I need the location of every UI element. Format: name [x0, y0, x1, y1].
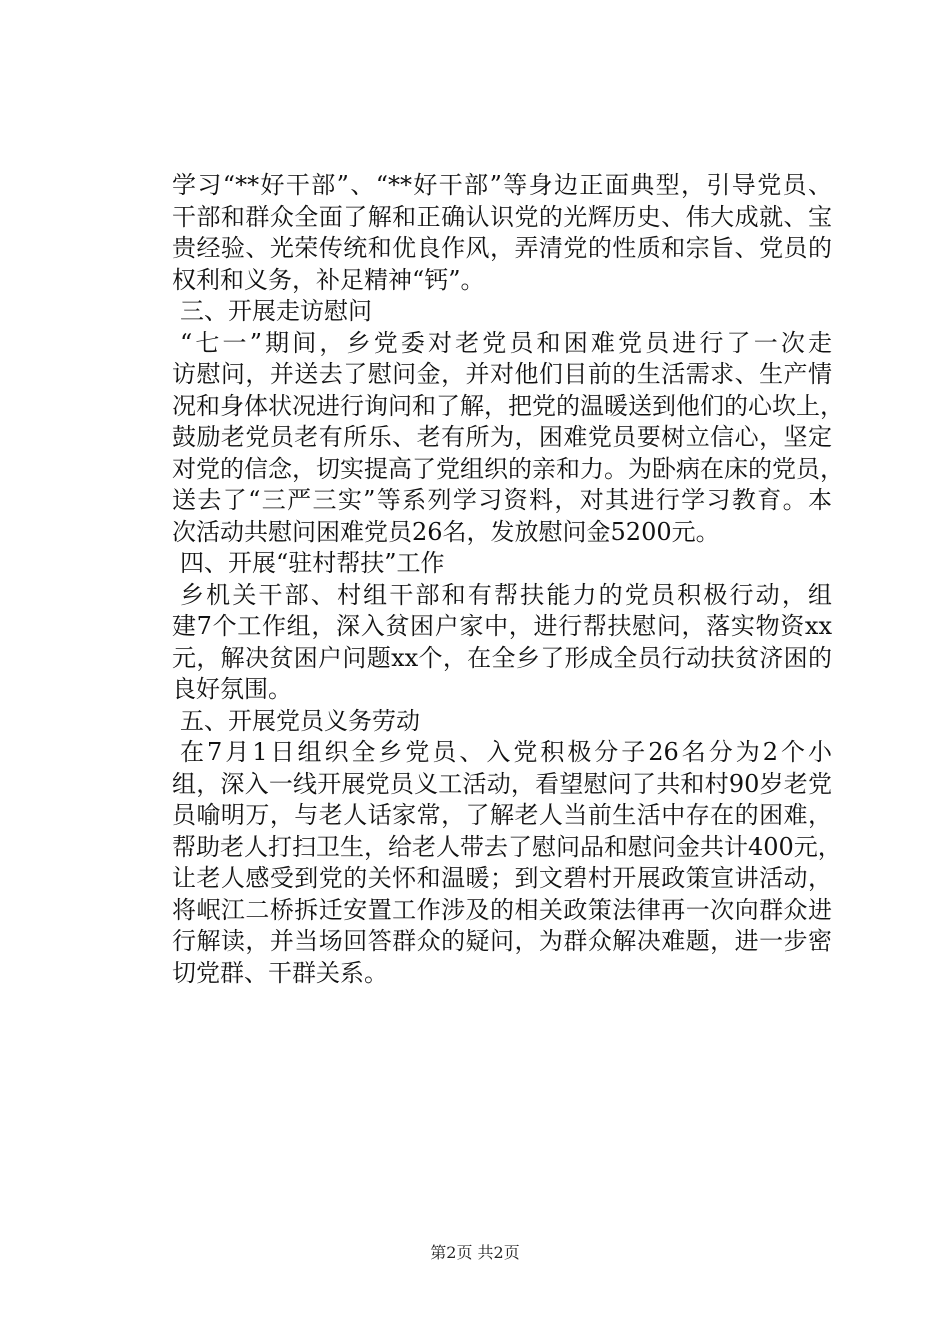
text-line: 权利和义务，补足精神“钙”。	[172, 265, 485, 294]
text-line: 元，解决贫困户问题xx个，在全乡了形成全员行动扶贫济困的	[172, 643, 832, 672]
text-line: 组，深入一线开展党员义工活动，看望慰问了共和村90岁老党	[172, 769, 832, 798]
text-line: 建7个工作组，深入贫困户家中，进行帮扶慰问，落实物资xx	[172, 612, 832, 640]
text-line: 在7月1日组织全乡党员、入党积极分子26名分为2个小	[180, 738, 832, 766]
text-line: 员喻明万，与老人话家常，了解老人当前生活中存在的困难，	[172, 801, 832, 829]
text-line: 对党的信念，切实提高了党组织的亲和力。为卧病在床的党员，	[172, 454, 844, 483]
section-heading: 四、开展“驻村帮扶”工作	[180, 549, 445, 577]
section-heading: 五、开展党员义务劳动	[180, 706, 420, 735]
text-line: 鼓励老党员老有所乐、老有所为，困难党员要树立信心，坚定	[172, 423, 832, 451]
text-line: 让老人感受到党的关怀和温暖；到文碧村开展政策宣讲活动，	[172, 864, 832, 892]
text-line: 干部和群众全面了解和正确认识党的光辉历史、伟大成就、宝	[172, 202, 832, 231]
text-line: 乡机关干部、村组干部和有帮扶能力的党员积极行动，组	[180, 580, 832, 609]
text-line: 送去了“三严三实”等系列学习资料，对其进行学习教育。本	[172, 486, 832, 514]
text-line: 帮助老人打扫卫生，给老人带去了慰问品和慰问金共计400元，	[172, 832, 842, 861]
text-line: 学习“**好干部”、“**好干部”等身边正面典型，引导党员、	[172, 171, 832, 199]
page-number: 第2页 共2页	[430, 1243, 520, 1262]
text-line: 切党群、干群关系。	[172, 958, 388, 987]
text-line: 况和身体状况进行询问和了解，把党的温暖送到他们的心坎上，	[172, 391, 844, 420]
text-line: “七一”期间，乡党委对老党员和困难党员进行了一次走	[180, 328, 832, 357]
text-line: 将岷江二桥拆迁安置工作涉及的相关政策法律再一次向群众进	[172, 895, 832, 924]
document-body	[172, 170, 844, 989]
page-footer	[0, 1243, 950, 1263]
text-line: 行解读，并当场回答群众的疑问，为群众解决难题，进一步密	[172, 927, 832, 955]
section-heading: 三、开展走访慰问	[180, 297, 372, 325]
text-line: 次活动共慰问困难党员26名，发放慰问金5200元。	[172, 517, 720, 546]
text-line: 贵经验、光荣传统和优良作风，弄清党的性质和宗旨、党员的	[172, 234, 832, 262]
text-line: 良好氛围。	[172, 675, 292, 703]
text-line: 访慰问，并送去了慰问金，并对他们目前的生活需求、生产情	[172, 360, 832, 388]
